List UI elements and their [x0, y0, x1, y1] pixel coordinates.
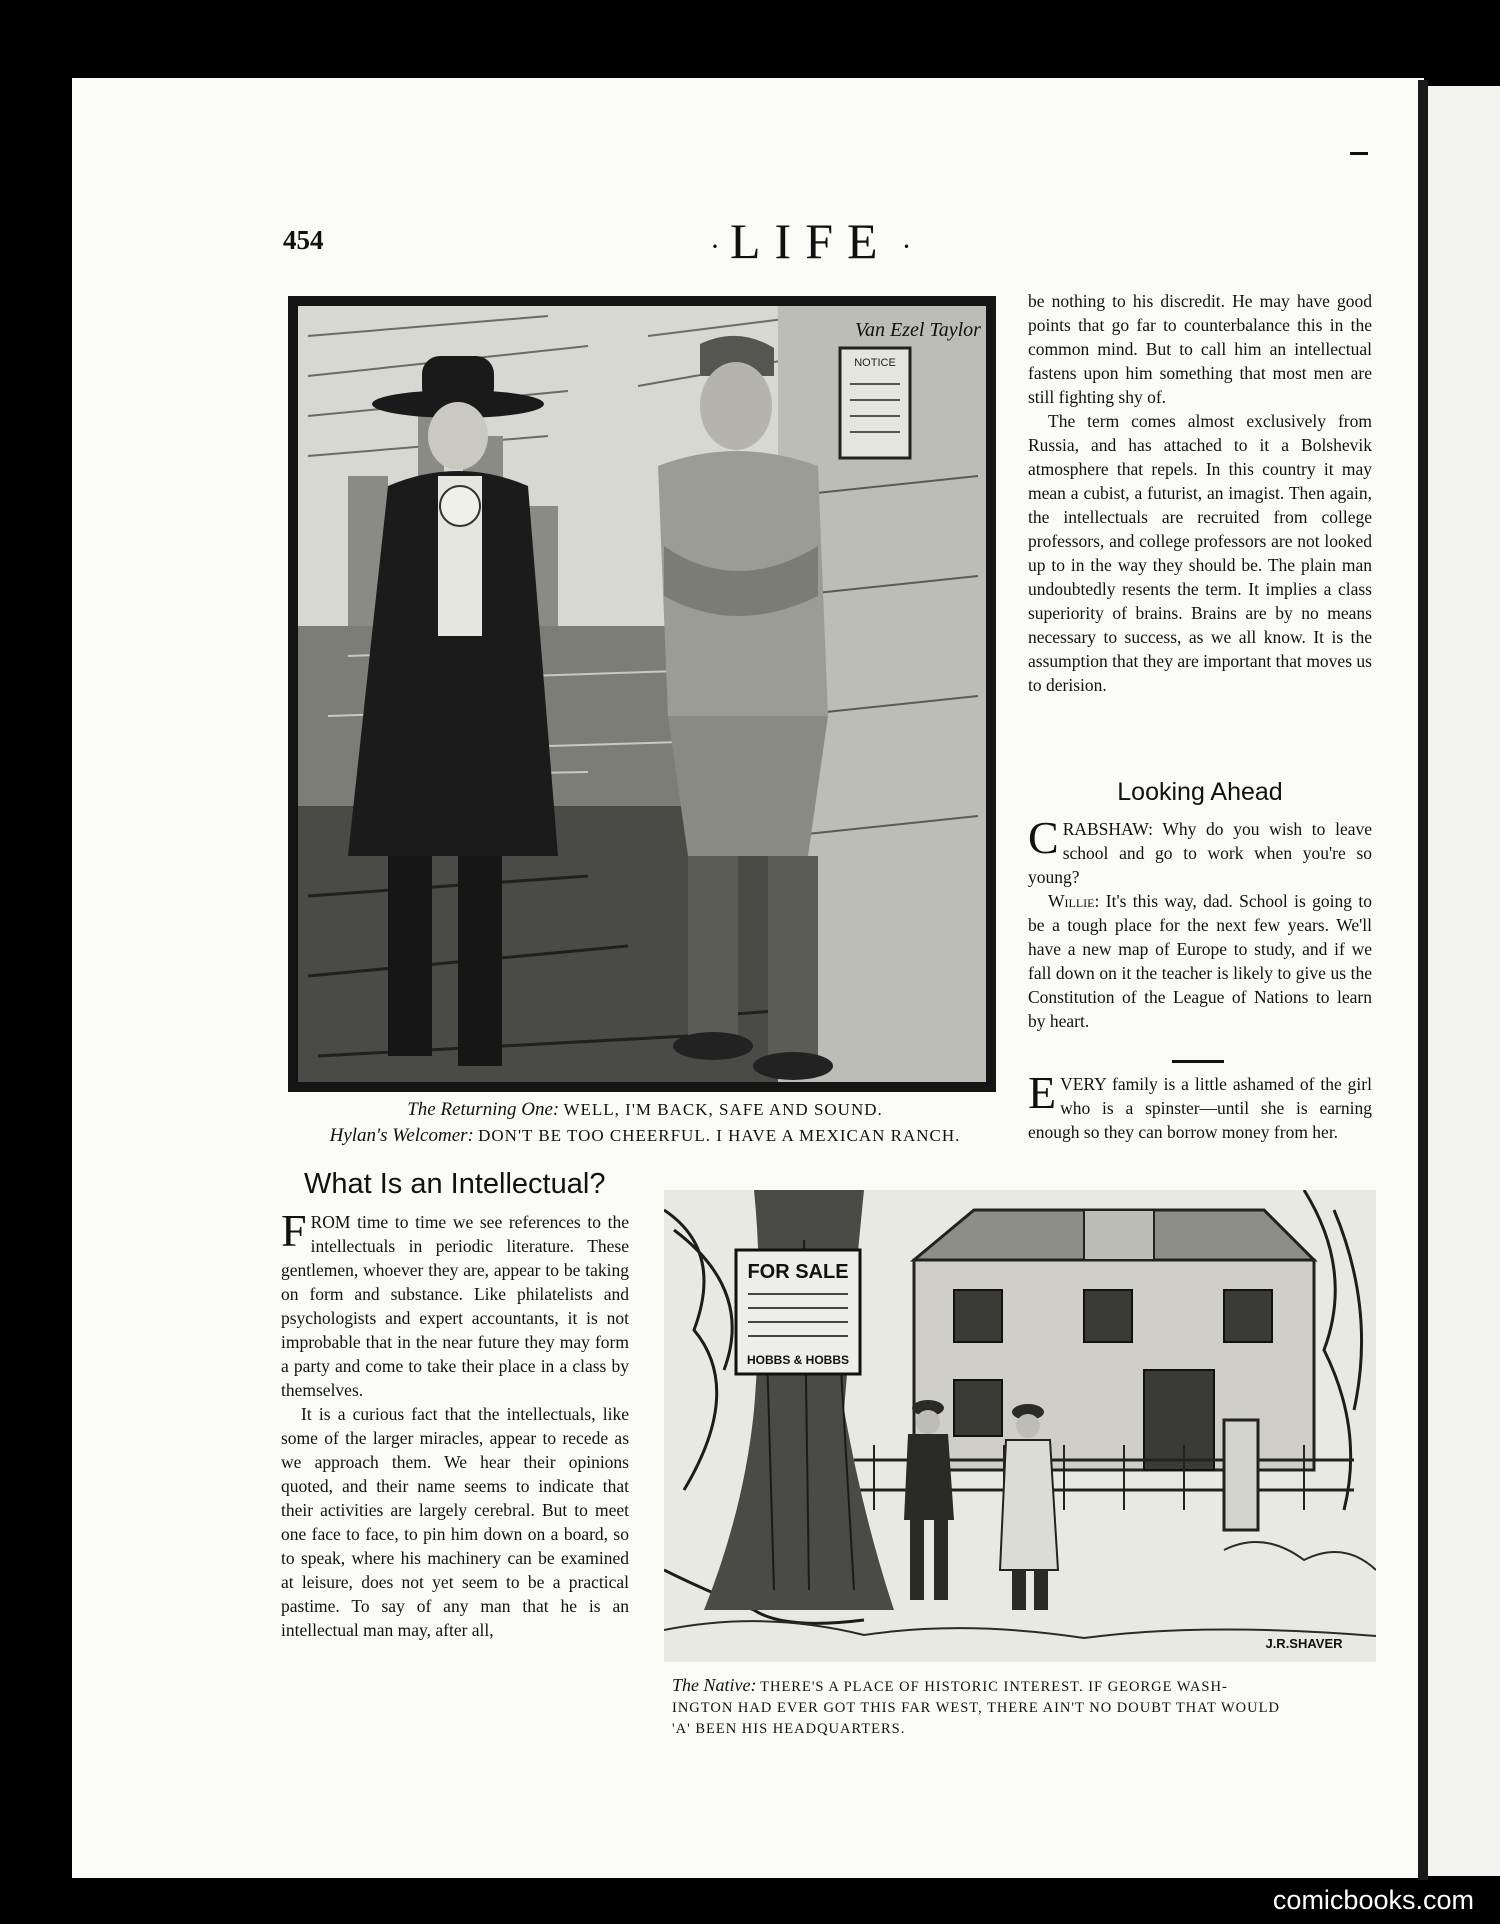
caption-speaker-welcomer: Hylan's Welcomer: [329, 1125, 474, 1146]
caption-line-returning-one: WELL, I'M BACK, SAFE AND SOUND. [563, 1100, 883, 1119]
caption-line-welcomer: DON'T BE TOO CHEERFUL. I HAVE A MEXICAN RANCH. [478, 1126, 961, 1145]
article-title: What Is an Intellectual? [304, 1168, 606, 1200]
sign-agent-name: HOBBS & HOBBS [746, 1353, 850, 1367]
cartoon-the-native [664, 1190, 1376, 1662]
notice-sign-text: NOTICE [854, 357, 896, 369]
cartoon1-caption [270, 1097, 1020, 1149]
every-family-paragraph: VERY family is a little ashamed of the girl who is a spinster—until she is earning enough so they can borrow money from her. [1028, 1074, 1372, 1142]
cartoon2-caption: The Native: THERE'S A PLACE OF HISTORIC INTEREST. IF GEORGE WASH- INGTON HAD EVER GOT THIS FAR WEST, THERE AIN'T NO DOUBT THAT WOULD 'A' BEEN HIS HEADQUARTERS. [672, 1675, 1280, 1737]
dropcap-c: C [1028, 812, 1059, 863]
artist-signature-shaver: J.R.SHAVER [1265, 1636, 1343, 1651]
caption-speaker-native: The Native: [672, 1675, 757, 1695]
site-watermark: comicbooks.com [1272, 1885, 1474, 1915]
artist-signature: Van Ezel Taylor [855, 319, 981, 341]
dropcap-f: F [281, 1205, 307, 1256]
continued-paragraph: be nothing to his discredit. He may have good points that go far to counterbalance this in the common mind. But to call him an intellectual fastens upon him something that most men are still fighting shy of. [1028, 291, 1372, 407]
article-paragraph-1: FROM time to time we see references to the intellectuals in periodic literature. These gentlemen, whoever they are, appear to be taking on form and substance. Like philatelists and psychologists and expert accountants, it is not improbable that in the near future they may form a party and come to take their place in a class by themselves. [281, 1205, 629, 1400]
cartoon-returning-one [288, 296, 996, 1092]
adjacent-page-edge [1428, 86, 1500, 1876]
looking-ahead-dialogue [1028, 812, 1373, 1033]
every-family-text [1028, 1067, 1372, 1144]
section-divider [1172, 1060, 1224, 1063]
page-gutter [1418, 80, 1428, 1880]
looking-ahead-title: Looking Ahead [1117, 778, 1283, 806]
russia-paragraph: The term comes almost exclusively from Russia, and has attached to it a Bolshevik atmosphere that repels. In this country it may mean a cubist, a futurist, an imagist. Then again, the intellectuals are recruited from college professors, and college professors are not looked up to in the way they should be. The plain man undoubtedly resents the term. It implies a class superiority of brains. Brains are by no means necessary to success, as we all know. It is the assumption that they are important that moves us to derision. [1028, 411, 1372, 695]
scan-mark [1350, 152, 1368, 155]
caption-speaker-returning-one: The Returning One: [407, 1099, 560, 1120]
article-paragraph-2: It is a curious fact that the intellectuals, like some of the larger miracles, appear to recede as we approach them. We hear their opinions quoted, and their name seems to indicate that their activities are largely cerebral. But to meet one face to face, to pin him down on a board, so to speak, where his machinery can be examined at leisure, does not yet seem to be a practical pastime. To say of any man that he is an intellectual man may, after all, [281, 1404, 629, 1640]
page-number: 454 [283, 225, 324, 255]
article-body [281, 1205, 629, 1642]
right-column-text [1028, 289, 1372, 697]
crabshaw-line: CRABSHAW: Why do you wish to leave school and go to work when you're so young? [1028, 812, 1372, 887]
dropcap-e: E [1028, 1067, 1057, 1118]
magazine-title: · LIFE · [710, 213, 912, 269]
willie-line: Willie: It's this way, dad. School is going to be a tough place for the next few years. We'll have a new map of Europe to study, and if we fall down on it the teacher is likely to give us the Constitution of the League of Nations to learn by heart. [1028, 891, 1373, 1031]
for-sale-sign: FOR SALE [747, 1261, 849, 1283]
